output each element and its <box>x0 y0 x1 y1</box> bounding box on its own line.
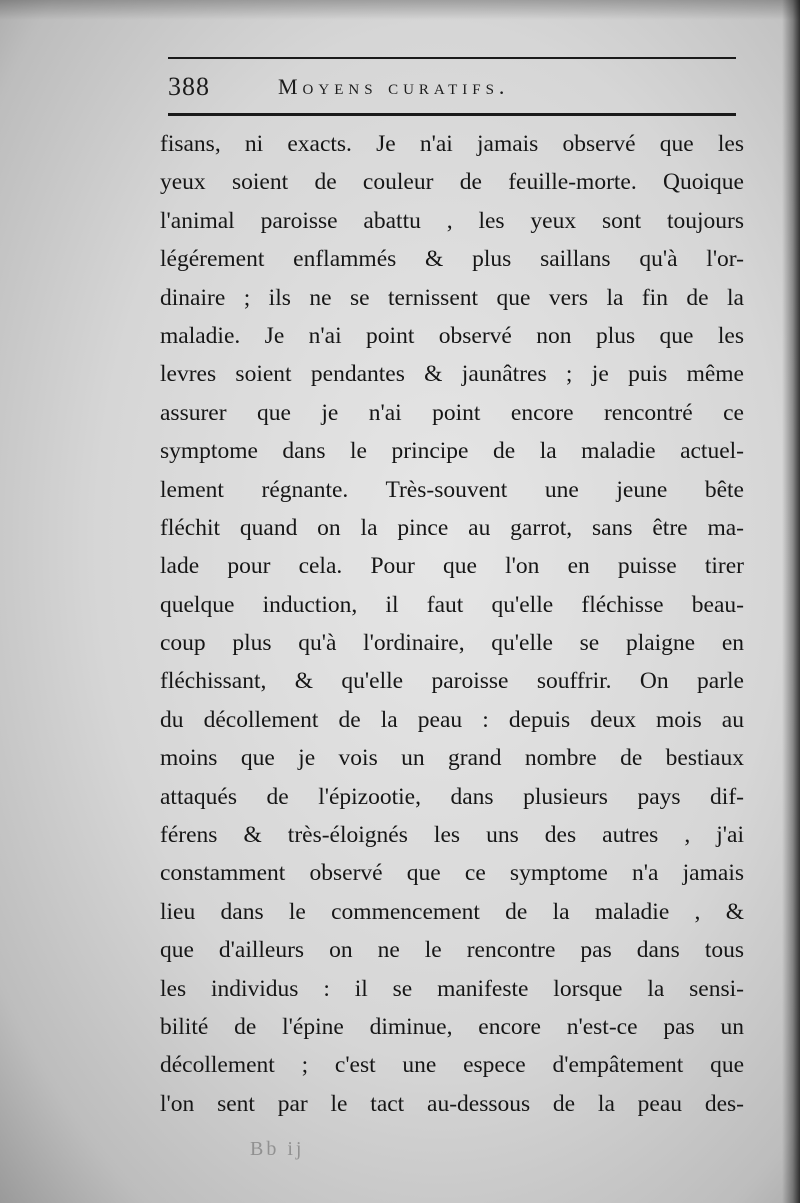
text-line: du décollement de la peau : depuis deux mois au <box>160 706 744 733</box>
text-line: yeux soient de couleur de feuille-morte. Quoique <box>160 169 744 196</box>
header-bottom-rule <box>168 113 736 116</box>
running-head: Moyens curatifs. <box>278 74 510 99</box>
text-line: légérement enflammés & plus saillans qu'à l'or- <box>160 246 744 273</box>
header-top-rule <box>168 57 736 59</box>
text-line: l'on sent par le tact au-dessous de la peau des- <box>160 1090 744 1117</box>
text-line: moins que je vois un grand nombre de bestiaux <box>160 745 744 772</box>
page-gutter-shadow <box>782 0 800 1203</box>
text-line: attaqués de l'épizootie, dans plusieurs pays dif- <box>160 783 744 810</box>
text-line: dinaire ; ils ne se ternissent que vers la fin de la <box>160 284 744 311</box>
text-line: lement régnante. Très-souvent une jeune bête <box>160 476 744 503</box>
bleed-through-signature: Bb ij <box>250 1138 305 1160</box>
text-line: les individus : il se manifeste lorsque la sensi- <box>160 975 744 1002</box>
text-line: que d'ailleurs on ne le rencontre pas dans tous <box>160 937 744 964</box>
text-line: quelque induction, il faut qu'elle fléchisse beau- <box>160 591 744 618</box>
text-line: fléchit quand on la pince au garrot, sans être ma- <box>160 514 744 541</box>
text-line: l'animal paroisse abattu , les yeux sont toujours <box>160 207 744 234</box>
text-line: décollement ; c'est une espece d'empâtement que <box>160 1052 744 1079</box>
text-line: symptome dans le principe de la maladie actuel- <box>160 438 744 465</box>
text-line: coup plus qu'à l'ordinaire, qu'elle se plaigne en <box>160 630 744 657</box>
text-line: maladie. Je n'ai point observé non plus que les <box>160 322 744 349</box>
text-line: fléchissant, & qu'elle paroisse souffrir. On parle <box>160 668 744 695</box>
text-line: levres soient pendantes & jaunâtres ; je puis même <box>160 361 744 388</box>
text-line: férens & très-éloignés les uns des autres , j'ai <box>160 822 744 849</box>
text-line: constamment observé que ce symptome n'a jamais <box>160 860 744 887</box>
text-line: assurer que je n'ai point encore rencontré ce <box>160 399 744 426</box>
page-top-shadow <box>0 0 800 20</box>
page-number: 388 <box>168 72 210 101</box>
text-line: fisans, ni exacts. Je n'ai jamais observé que les <box>160 131 744 157</box>
text-line: lade pour cela. Pour que l'on en puisse tirer <box>160 553 744 580</box>
body-text <box>160 125 744 1123</box>
page-header <box>168 66 736 108</box>
text-line: bilité de l'épine diminue, encore n'est-ce pas un <box>160 1013 744 1040</box>
text-line: lieu dans le commencement de la maladie , & <box>160 898 744 925</box>
